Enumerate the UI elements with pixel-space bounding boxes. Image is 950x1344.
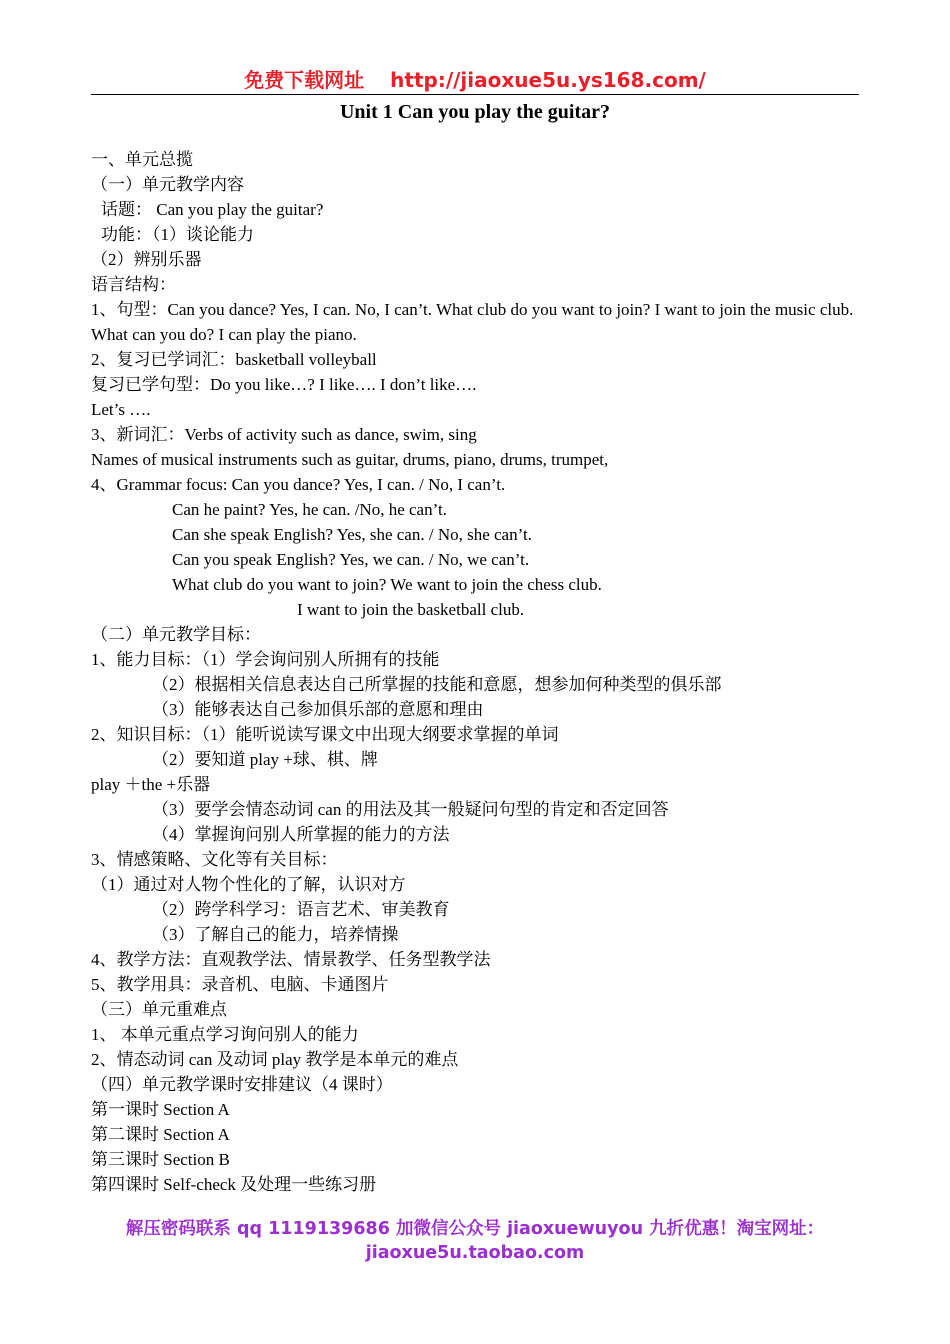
emotion-goal-item: （1）通过对人物个性化的了解，认识对方 [91,875,406,894]
footer-shop-link[interactable]: jiaoxue5u.taobao.com [365,1243,585,1263]
function-line-2: （2）辨别乐器 [91,250,202,269]
key-point: 2、情态动词 can 及动词 play 教学是本单元的难点 [91,1050,459,1069]
grammar-example: What club do you want to join? We want to join the chess club. [172,575,602,594]
ability-goal-item: （2）根据相关信息表达自己所掌握的技能和意愿，想参加何种类型的俱乐部 [152,675,722,694]
language-structure-label: 语言结构： [91,275,176,294]
emotion-goal-item: （3）了解自己的能力，培养情操 [152,925,399,944]
subsection-heading: （三）单元重难点 [91,1000,227,1019]
grammar-focus: 4、Grammar focus: Can you dance? Yes, I can. / No, I can’t. [91,475,506,494]
subsection-heading: （一）单元教学内容 [91,175,244,194]
section-heading: 一、单元总揽 [91,150,193,169]
grammar-example: Can you speak English? Yes, we can. / No, we can’t. [172,550,530,569]
header-url[interactable]: http://jiaoxue5u.ys168.com/ [390,68,706,92]
lesson-plan-item: 第二课时 Section A [91,1125,230,1144]
teaching-methods: 4、教学方法：直观教学法、情景教学、任务型教学法 [91,950,491,969]
header-label: 免费下载网址 [244,68,365,92]
footer-contact [0,1217,950,1265]
key-point: 1、 本单元重点学习询问别人的能力 [91,1025,359,1044]
review-vocabulary: 2、复习已学词汇：basketball volleyball [91,350,377,369]
sentence-patterns: 1、句型：Can you dance? Yes, I can. No, I can’t. What club do you want to join? I want to join the music club. What can you do? I can play the piano. [91,300,854,344]
topic-line: 话题： Can you play the guitar? [101,200,324,219]
subsection-heading: （二）单元教学目标： [91,625,261,644]
lesson-plan-item: 第四课时 Self-check 及处理一些练习册 [91,1175,377,1194]
lesson-plan-item: 第一课时 Section A [91,1100,230,1119]
grammar-example: Can she speak English? Yes, she can. / No, she can’t. [172,525,532,544]
ability-goal: 1、能力目标：（1）学会询问别人所拥有的技能 [91,650,440,669]
new-vocabulary-2: Names of musical instruments such as guitar, drums, piano, drums, trumpet, [91,450,609,469]
knowledge-goal-item: play ＋the +乐器 [91,775,211,794]
header-divider [91,94,859,95]
subsection-heading: （四）单元教学课时安排建议（4 课时） [91,1075,393,1094]
lesson-plan-item: 第三课时 Section B [91,1150,230,1169]
document-body [91,147,861,1197]
footer-line-1: 解压密码联系 qq 1119139686 加微信公众号 jiaoxuewuyou 九折优惠！淘宝网址： [125,1219,825,1239]
new-vocabulary: 3、新词汇：Verbs of activity such as dance, swim, sing [91,425,477,444]
grammar-example: I want to join the basketball club. [297,600,525,619]
knowledge-goal-item: （4）掌握询问别人所掌握的能力的方法 [152,825,450,844]
review-sentences-2: Let’s …. [91,400,151,419]
ability-goal-item: （3）能够表达自己参加俱乐部的意愿和理由 [152,700,484,719]
knowledge-goal: 2、知识目标：（1）能听说读写课文中出现大纲要求掌握的单词 [91,725,559,744]
header-download-link[interactable] [0,66,950,94]
knowledge-goal-item: （3）要学会情态动词 can 的用法及其一般疑问句型的肯定和否定回答 [152,800,669,819]
emotion-goal-item: （2）跨学科学习：语言艺术、审美教育 [152,900,450,919]
teaching-tools: 5、教学用具：录音机、电脑、卡通图片 [91,975,389,994]
review-sentences: 复习已学句型：Do you like…? I like…. I don’t like…. [91,375,477,394]
knowledge-goal-item: （2）要知道 play +球、棋、牌 [152,750,378,769]
emotion-goal: 3、情感策略、文化等有关目标： [91,850,338,869]
document-title: Unit 1 Can you play the guitar? [339,101,611,123]
function-line: 功能：（1）谈论能力 [101,225,254,244]
grammar-example: Can he paint? Yes, he can. /No, he can’t. [172,500,447,519]
